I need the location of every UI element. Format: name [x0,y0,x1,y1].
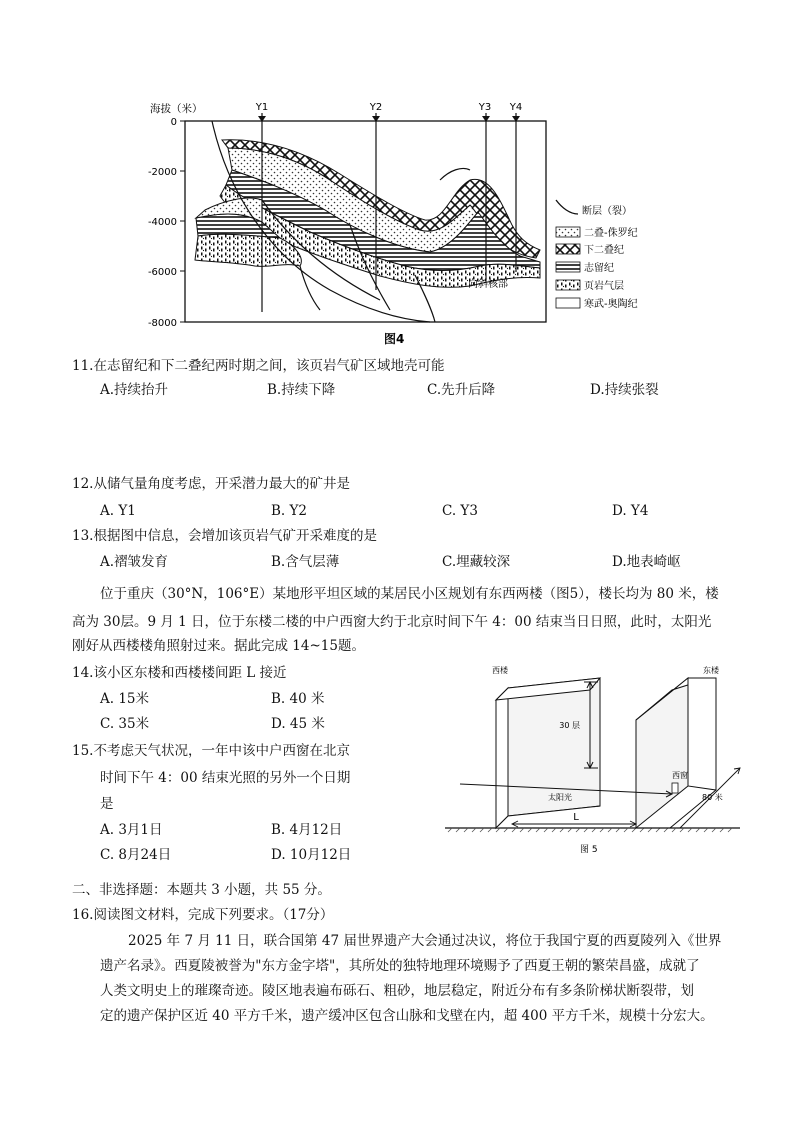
passage-line-3: 刚好从西楼楼角照射过来。据此完成 14~15题。 [72,638,365,654]
question-15-stem-3: 是 [100,796,114,812]
question-11-stem: 11.在志留纪和下二叠纪两时期之间，该页岩气矿区域地壳可能 [72,358,445,374]
question-15-stem-2: 时间下午 4：00 结束光照的另外一个日期 [100,770,351,786]
q15-option-a[interactable]: A. 3月1日 [100,822,163,838]
q14-option-b[interactable]: B. 40 米 [271,691,325,707]
geologic-cross-section-figure [0,0,794,350]
q13-option-d[interactable]: D.地表崎岖 [612,554,681,570]
sunlight-label: 太阳光 [548,793,572,802]
west-window-marker [672,783,678,793]
west-building-label: 西楼 [492,666,508,675]
q15-option-d[interactable]: D. 10月12日 [271,847,352,863]
y-tick-8000: -8000 [147,318,177,329]
q16-paragraph-line-4: 定的遗产保护区近 40 平方千米，遗产缓冲区包含山脉和戈壁在内，超 400 平方千米，规模十分宏大。 [100,1008,714,1024]
syncline-core-label: 向斜核部 [468,279,508,290]
q15-option-b[interactable]: B. 4月12日 [271,822,343,838]
section-2-heading: 二、非选择题：本题共 3 小题，共 55 分。 [72,882,331,898]
passage-line-1: 位于重庆（30°N，106°E）某地形平坦区域的某居民小区规划有东西两楼（图5），楼长均为 80 米，楼 [100,586,719,602]
q14-option-d[interactable]: D. 45 米 [271,716,325,732]
q11-option-c[interactable]: C.先升后降 [427,382,496,398]
gap-label: L [573,812,579,823]
y-tick-6000: -6000 [147,267,177,278]
figure4-caption: 图4 [384,332,405,346]
well-label-y2: Y2 [369,102,383,113]
legend-permian-jurassic-swatch [556,227,580,237]
question-14-stem: 14.该小区东楼和西楼楼间距 L 接近 [72,665,287,681]
q13-option-a[interactable]: A.褶皱发育 [100,554,169,570]
legend-cambrian-label: 寒武-奥陶纪 [584,299,638,310]
legend-lower-permian-swatch [556,244,580,254]
q16-paragraph-line-3: 人类文明史上的璀璨奇迹。陵区地表遍布砾石、粗砂，地层稳定，附近分布有多条阶梯状断裂带，划 [100,983,694,999]
well-label-y3: Y3 [478,102,492,113]
legend-silurian-label: 志留纪 [584,263,614,274]
legend-lower-permian-label: 下二叠纪 [584,245,624,256]
legend-silurian-swatch [556,262,580,272]
legend-cambrian-swatch [556,298,580,308]
legend-permian-jurassic-label: 二叠-侏罗纪 [584,228,638,239]
q15-option-c[interactable]: C. 8月24日 [100,847,172,863]
floors-label: 30 层 [559,721,580,730]
q13-option-c[interactable]: C.埋藏较深 [442,554,511,570]
q14-option-c[interactable]: C. 35米 [100,716,150,732]
legend-shale-label: 页岩气层 [584,281,624,292]
well-label-y1: Y1 [255,102,269,113]
west-building [496,678,600,828]
length-label: 80 米 [702,793,723,802]
question-12-stem: 12.从储气量角度考虑，开采潜力最大的矿井是 [72,476,350,492]
y-axis-title: 海拔（米） [150,103,203,115]
question-15-stem-1: 15.不考虑天气状况，一年中该中户西窗在北京 [72,743,350,759]
q16-paragraph-line-2: 遗产名录》。西夏陵被誉为"东方金字塔"，其所处的独特地理环境赐予了西夏王朝的繁荣昌盛，成就了 [100,958,700,974]
y-tick-4000: -4000 [147,217,177,228]
window-label: 西窗 [672,771,688,780]
q12-option-d[interactable]: D. Y4 [612,503,649,519]
question-16-stem: 16.阅读图文材料，完成下列要求。（17分） [72,907,334,923]
q11-option-d[interactable]: D.持续张裂 [590,382,659,398]
y-tick-2000: -2000 [147,167,177,178]
q13-option-b[interactable]: B.含气层薄 [271,554,340,570]
legend-fault-label: 断层（裂） [582,206,632,217]
q14-option-a[interactable]: A. 15米 [100,691,150,707]
q12-option-b[interactable]: B. Y2 [271,503,308,519]
building-shadow-figure [440,660,750,860]
legend-shale-swatch [556,280,580,290]
q16-paragraph-line-1: 2025 年 7 月 11 日，联合国第 47 届世界遗产大会通过决议，将位于我国宁夏的西夏陵列入《世界 [128,933,722,949]
question-13-stem: 13.根据图中信息，会增加该页岩气矿开采难度的是 [72,528,377,544]
passage-line-2: 高为 30层。9 月 1 日，位于东楼二楼的中户西窗大约于北京时间下午 4：00 结束当日日照，此时，太阳光 [72,614,712,630]
legend-fault-icon [556,200,578,214]
figure5-caption: 图 5 [580,845,598,855]
y-axis-ticks [180,121,185,322]
well-label-y4: Y4 [509,102,523,113]
q11-option-a[interactable]: A.持续抬升 [100,382,169,398]
east-building-label: 东楼 [703,666,719,675]
east-building [636,678,716,828]
q12-option-a[interactable]: A. Y1 [100,503,136,519]
q12-option-c[interactable]: C. Y3 [442,503,478,519]
q11-option-b[interactable]: B.持续下降 [267,382,336,398]
y-tick-0: 0 [170,117,177,128]
